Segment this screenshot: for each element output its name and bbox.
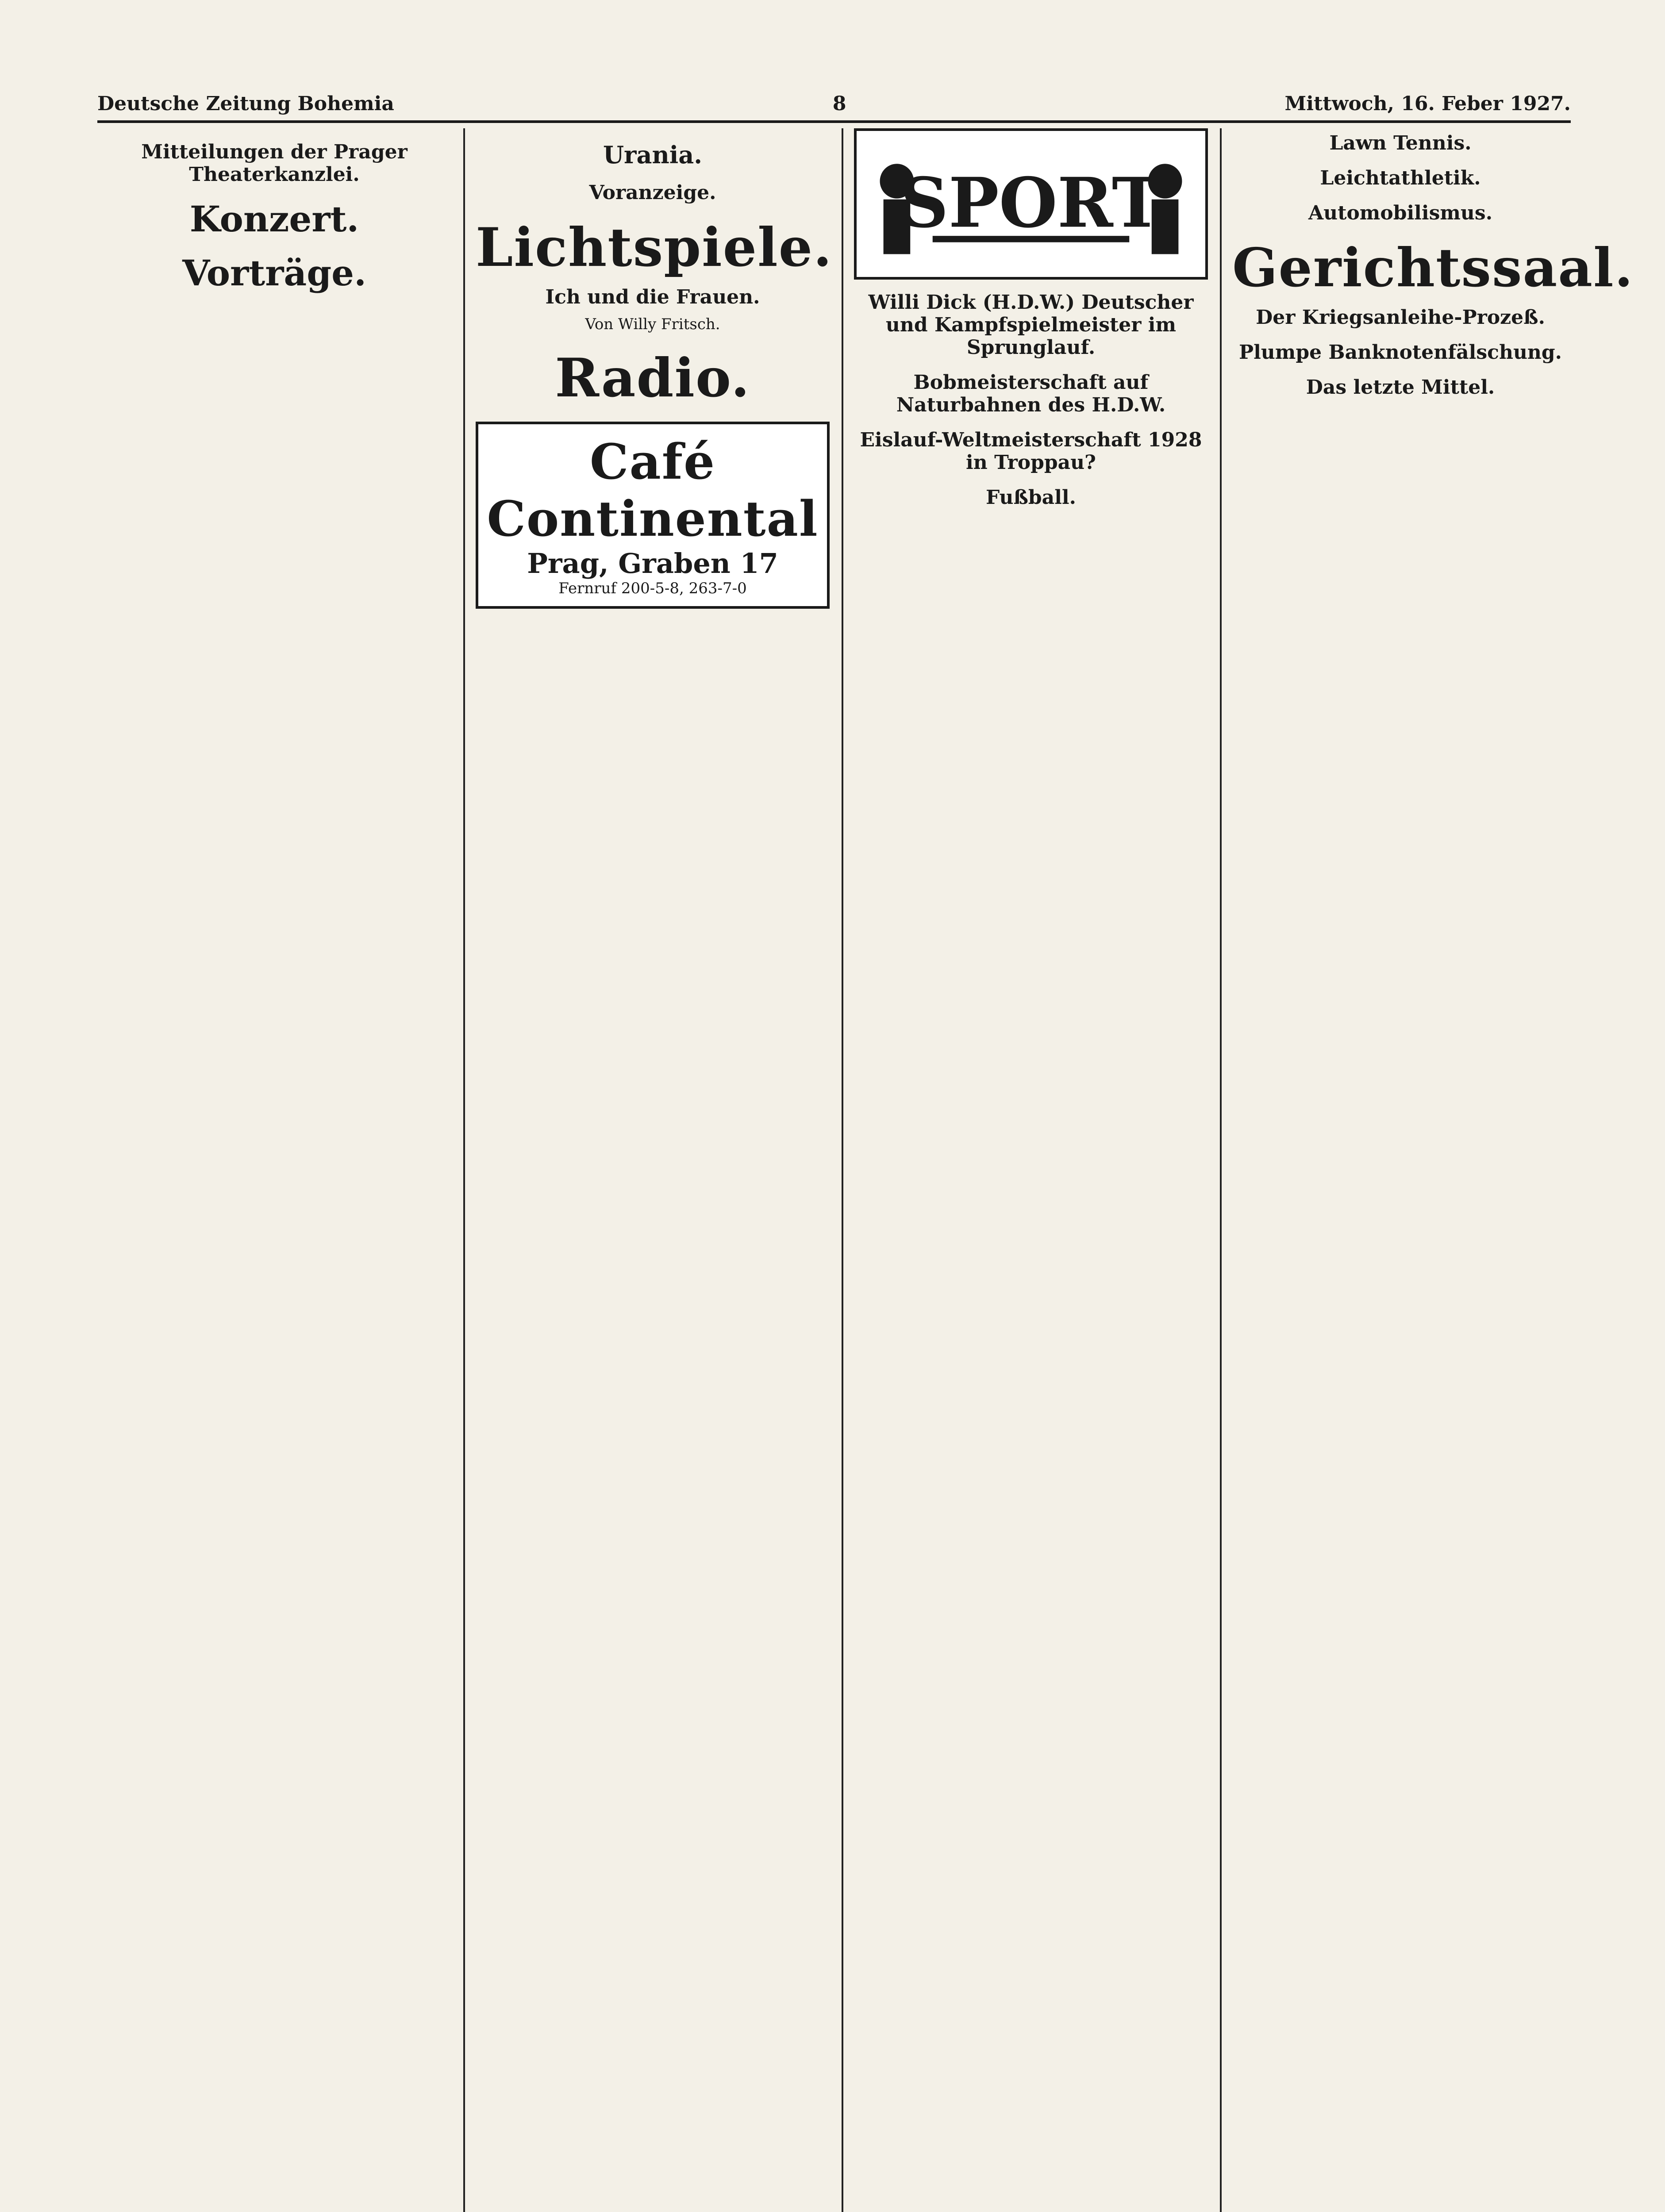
article-title: Der Kriegsanleihe-Prozeß. bbox=[1256, 306, 1545, 329]
column-rule bbox=[1220, 128, 1222, 2212]
article-title: Willi Dick (H.D.W.) Deutscher und Kampfspielmeister im Sprunglauf. bbox=[868, 291, 1194, 359]
section-heading-vortraege: Vorträge. bbox=[182, 252, 366, 294]
sport-illustration-icon bbox=[857, 131, 1205, 277]
column-3 bbox=[854, 128, 1208, 2212]
section-heading-konzert: Konzert. bbox=[189, 198, 359, 240]
section-heading-radio: Radio. bbox=[555, 346, 750, 409]
article-title: Eislauf-Weltmeisterschaft 1928 in Troppau? bbox=[860, 429, 1202, 474]
page-number: 8 bbox=[832, 92, 846, 115]
header-left: Deutsche Zeitung Bohemia bbox=[97, 92, 394, 115]
section-heading-automobilismus: Automobilismus. bbox=[1308, 202, 1493, 224]
column-rule bbox=[842, 128, 843, 2212]
sport-masthead bbox=[854, 128, 1208, 280]
column-2 bbox=[476, 128, 833, 2212]
header-date: Mittwoch, 16. Feber 1927. bbox=[1284, 92, 1571, 115]
section-heading-fussball: Fußball. bbox=[986, 486, 1076, 509]
article-title: Plumpe Banknotenfälschung. bbox=[1238, 341, 1562, 364]
section-heading: Mitteilungen der Prager Theaterkanzlei. bbox=[141, 141, 408, 186]
column-rule bbox=[463, 128, 465, 2212]
page-header bbox=[97, 84, 1571, 123]
column-4 bbox=[1232, 128, 1634, 2212]
section-heading-urania: Urania. bbox=[603, 141, 703, 169]
section-heading-voranzeige: Voranzeige. bbox=[589, 181, 716, 204]
ad-phone: Fernruf 200-5-8, 263-7-0 bbox=[558, 579, 747, 597]
sport-label: SPORT bbox=[900, 163, 1162, 243]
article-title: Das letzte Mittel. bbox=[1306, 376, 1495, 399]
byline: Von Willy Fritsch. bbox=[585, 315, 720, 333]
section-heading-gerichtssaal: Gerichtssaal. bbox=[1232, 237, 1634, 299]
advertisement-cafe-continental bbox=[476, 422, 830, 609]
ad-address: Prag, Graben 17 bbox=[527, 547, 778, 580]
ad-title: Café Continental bbox=[487, 433, 819, 547]
article-title: Bobmeisterschaft auf Naturbahnen des H.D.W. bbox=[896, 371, 1166, 416]
section-heading-leichtathletik: Leichtathletik. bbox=[1320, 167, 1481, 189]
section-heading-lawn-tennis: Lawn Tennis. bbox=[1329, 132, 1472, 154]
article-title: Ich und die Frauen. bbox=[545, 286, 760, 308]
column-1 bbox=[97, 128, 451, 2212]
section-heading-lichtspiele: Lichtspiele. bbox=[476, 216, 833, 279]
